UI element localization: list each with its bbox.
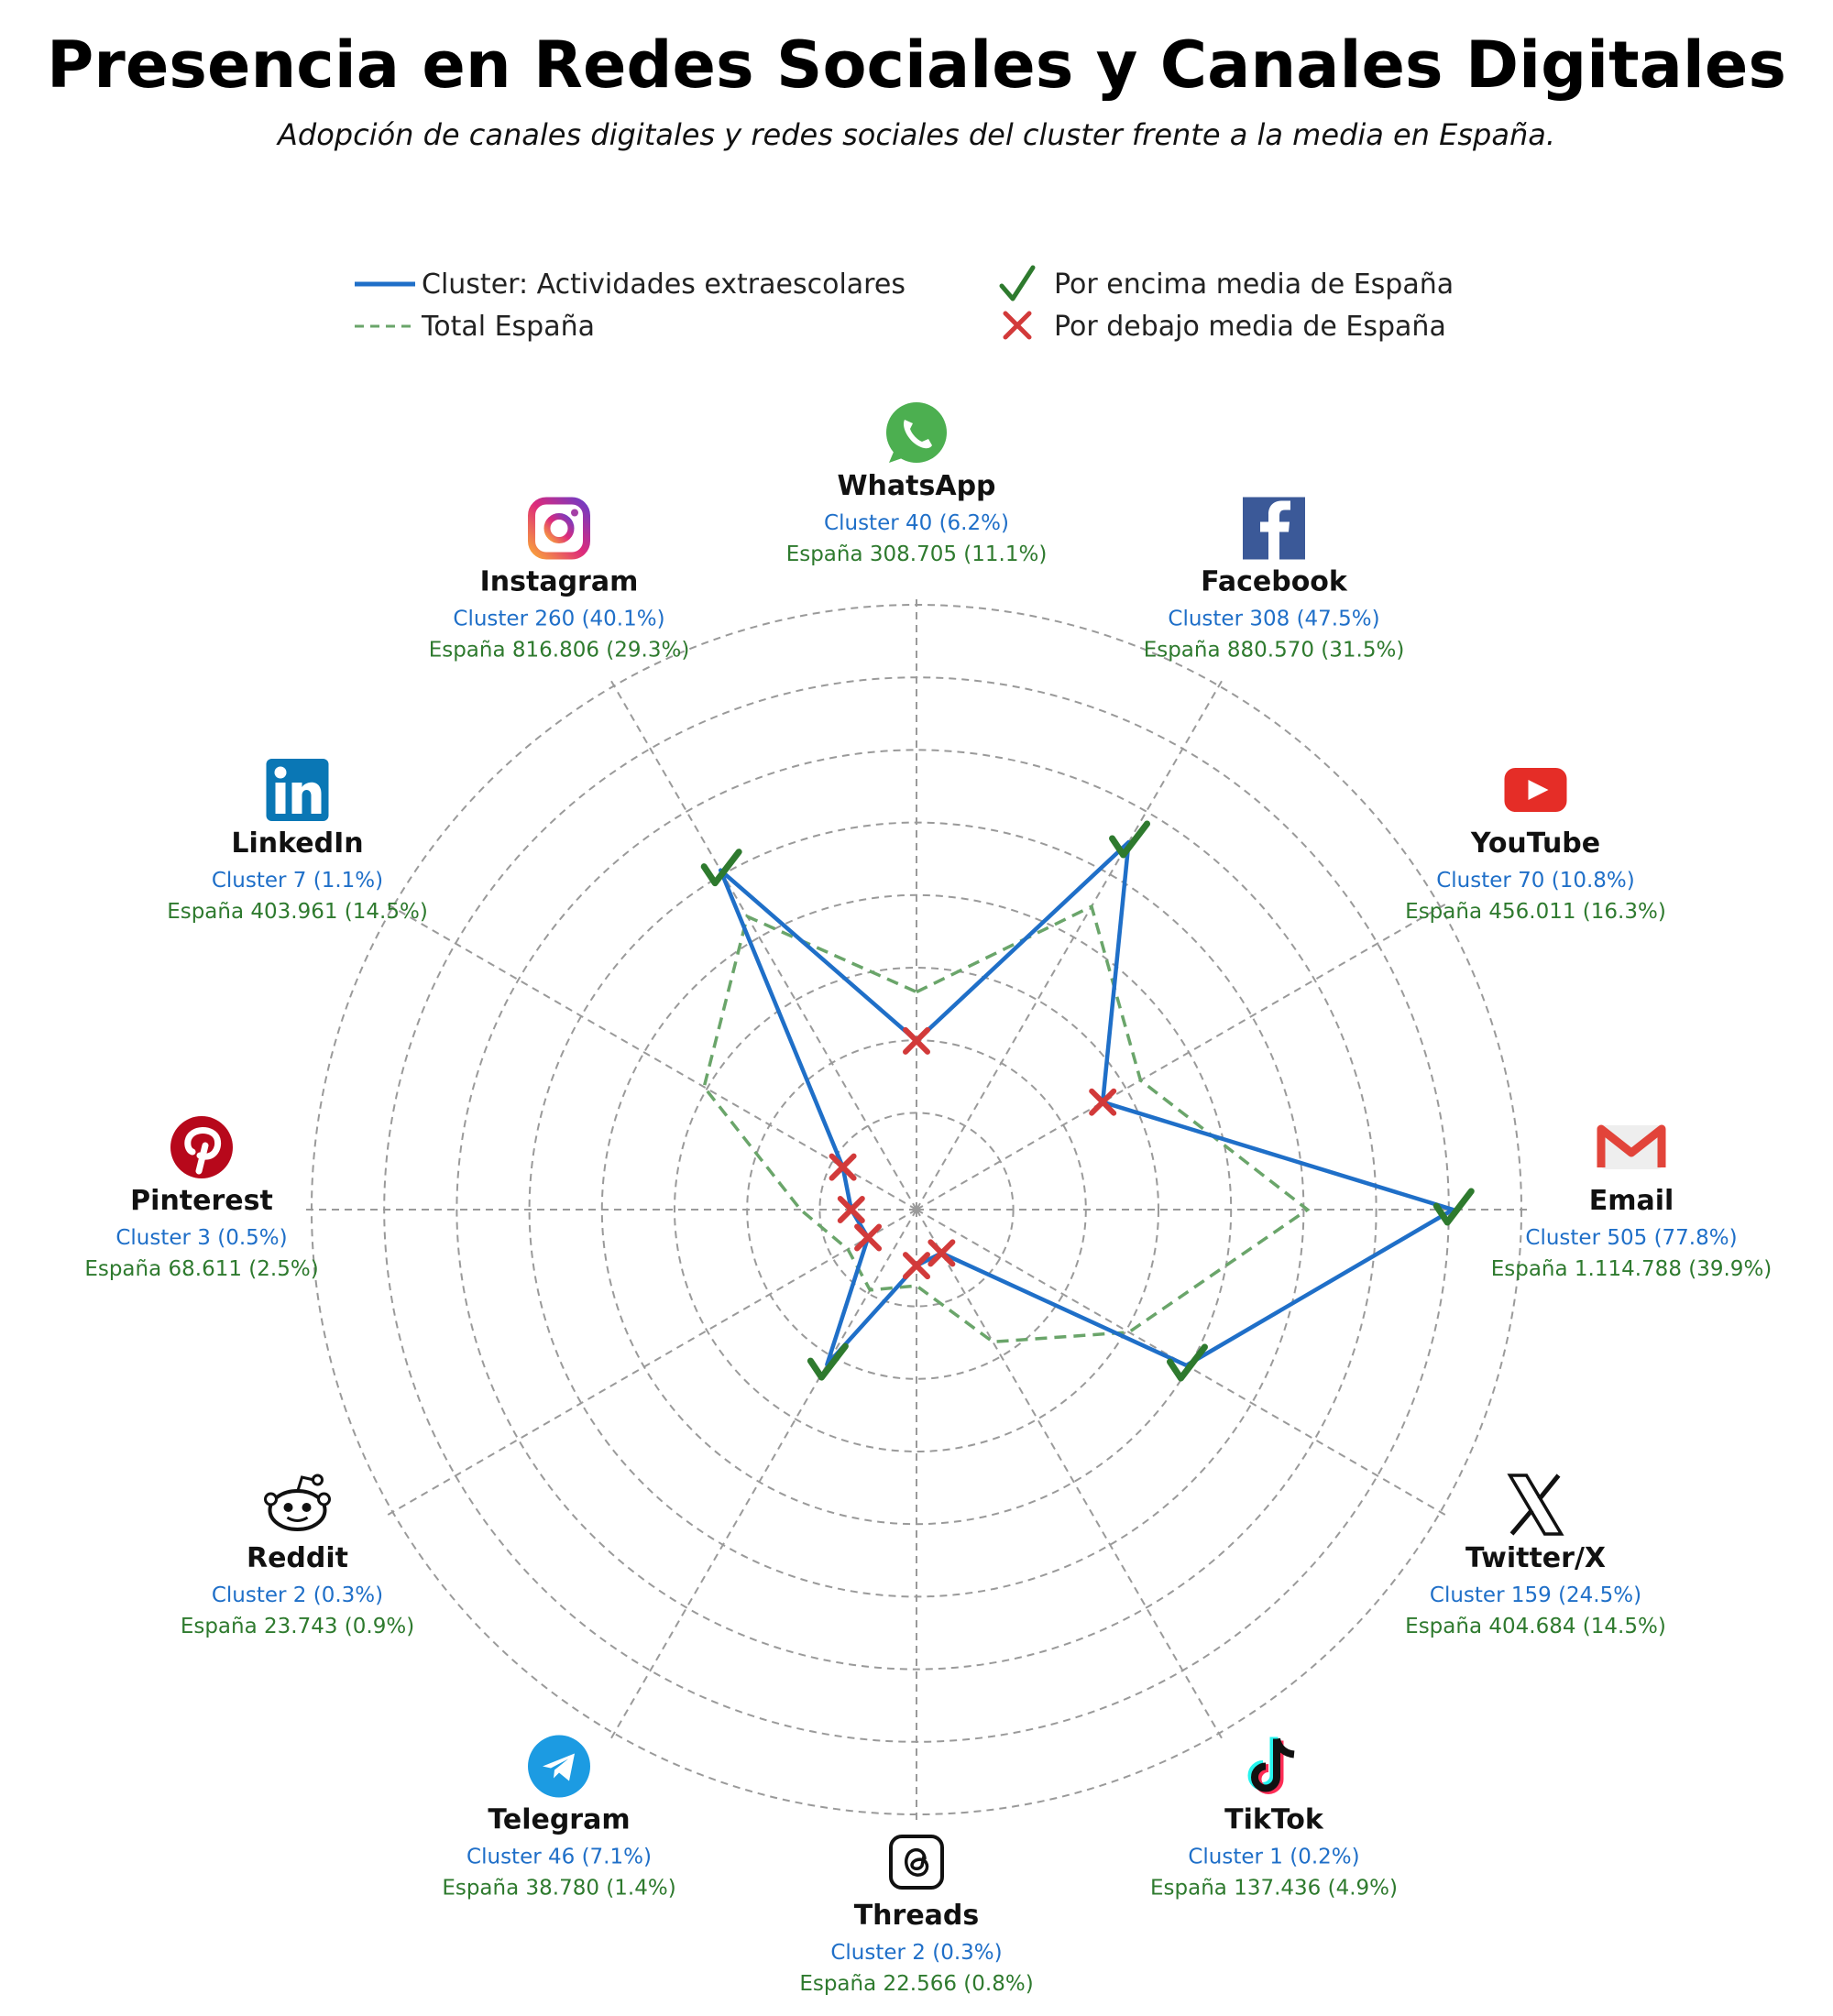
axis-cluster-value: Cluster 260 (40.1%) [453, 607, 665, 631]
axis-label-threads [799, 1836, 1033, 1996]
below-cross-marker [930, 1242, 952, 1264]
legend-label-spain: Total España [422, 310, 596, 343]
axis-spain-value: España 308.705 (11.1%) [785, 542, 1048, 566]
instagram-icon [532, 501, 587, 556]
axis-cluster-value: Cluster 3 (0.5%) [115, 1226, 288, 1250]
axis-label-pinterest [84, 1116, 318, 1281]
axis-name: LinkedIn [231, 827, 364, 860]
axis-name: YouTube [1470, 827, 1601, 860]
axis-label-telegram [442, 1735, 675, 1900]
grid-spoke [916, 1210, 1223, 1740]
radar-grid [304, 597, 1529, 1822]
axis-name: Twitter/X [1465, 1542, 1607, 1574]
axis-cluster-value: Cluster 505 (77.8%) [1525, 1226, 1738, 1250]
axis-label-instagram [429, 501, 690, 663]
axis-cluster-value: Cluster 308 (47.5%) [1168, 607, 1380, 631]
chart-subtitle: Adopción de canales digitales y redes sociales del cluster frente a la media en España. [277, 117, 1555, 152]
axis-cluster-value: Cluster 46 (7.1%) [466, 1845, 652, 1869]
axis-label-tiktok [1150, 1737, 1398, 1900]
axis-spain-value: España 23.743 (0.9%) [180, 1615, 415, 1638]
axis-label-whatsapp [786, 402, 1048, 566]
grid-spoke [916, 679, 1223, 1210]
axis-spain-value: España 404.684 (14.5%) [1405, 1615, 1666, 1638]
axis-cluster-value: Cluster 159 (24.5%) [1429, 1583, 1642, 1607]
series-spain-line [704, 906, 1307, 1342]
axis-spain-value: España 403.961 (14.5%) [167, 900, 428, 924]
youtube-icon [1504, 768, 1566, 812]
telegram-icon [528, 1735, 590, 1797]
legend-label-below: Por debajo media de España [1054, 310, 1446, 343]
facebook-icon [1243, 498, 1305, 560]
gmail-icon [1601, 1125, 1662, 1169]
axis-label-linkedin [167, 759, 428, 924]
axis-name: Instagram [479, 565, 639, 598]
x-icon [1509, 1475, 1561, 1534]
axis-name: TikTok [1224, 1803, 1323, 1836]
axis-cluster-value: Cluster 70 (10.8%) [1436, 869, 1635, 893]
axis-label-youtube [1405, 768, 1666, 924]
axis-name: Threads [853, 1900, 980, 1932]
linkedin-icon [267, 759, 329, 821]
axis-label-facebook [1144, 498, 1405, 663]
axis-name: Facebook [1201, 565, 1347, 598]
legend-label-cluster: Cluster: Actividades extraescolares [422, 268, 906, 301]
axis-label-reddit [181, 1475, 414, 1638]
axis-label-twitterx [1405, 1475, 1666, 1638]
axis-name: Pinterest [130, 1185, 273, 1217]
axis-spain-value: España 456.011 (16.3%) [1405, 900, 1666, 924]
grid-spoke [386, 1210, 916, 1516]
axis-spain-value: España 816.806 (29.3%) [428, 638, 690, 663]
axis-cluster-value: Cluster 2 (0.3%) [211, 1583, 384, 1607]
axis-cluster-value: Cluster 7 (1.1%) [211, 869, 384, 893]
axis-spain-value: España 38.780 (1.4%) [442, 1876, 676, 1901]
axis-cluster-value: Cluster 2 (0.3%) [830, 1941, 1003, 1965]
axis-spain-value: España 137.436 (4.9%) [1150, 1876, 1398, 1901]
axis-spain-value: España 22.566 (0.8%) [799, 1972, 1034, 1996]
grid-spoke [610, 679, 916, 1210]
legend-label-above: Por encima media de España [1054, 268, 1454, 301]
series-cluster-line [720, 842, 1453, 1365]
grid-spoke [916, 904, 1447, 1210]
axis-name: WhatsApp [837, 470, 996, 502]
axis-cluster-value: Cluster 40 (6.2%) [824, 511, 1009, 535]
whatsapp-icon [886, 402, 947, 463]
threads-icon [891, 1836, 942, 1888]
axis-cluster-value: Cluster 1 (0.2%) [1188, 1845, 1360, 1869]
axis-name: Telegram [488, 1803, 631, 1836]
axis-spain-value: España 1.114.788 (39.9%) [1490, 1257, 1773, 1281]
axis-name: Email [1588, 1185, 1674, 1217]
pinterest-icon [170, 1116, 233, 1178]
axis-spain-value: España 880.570 (31.5%) [1143, 638, 1405, 663]
reddit-icon [266, 1475, 330, 1529]
below-cross-marker [857, 1227, 879, 1249]
chart-title: Presencia en Redes Sociales y Canales Digitales [47, 27, 1786, 103]
axis-spain-value: España 68.611 (2.5%) [84, 1257, 319, 1281]
below-cross-marker [906, 1255, 927, 1276]
axis-name: Reddit [246, 1542, 349, 1574]
markers [704, 824, 1471, 1378]
axis-label-email [1491, 1125, 1773, 1281]
tiktok-icon [1252, 1737, 1294, 1790]
